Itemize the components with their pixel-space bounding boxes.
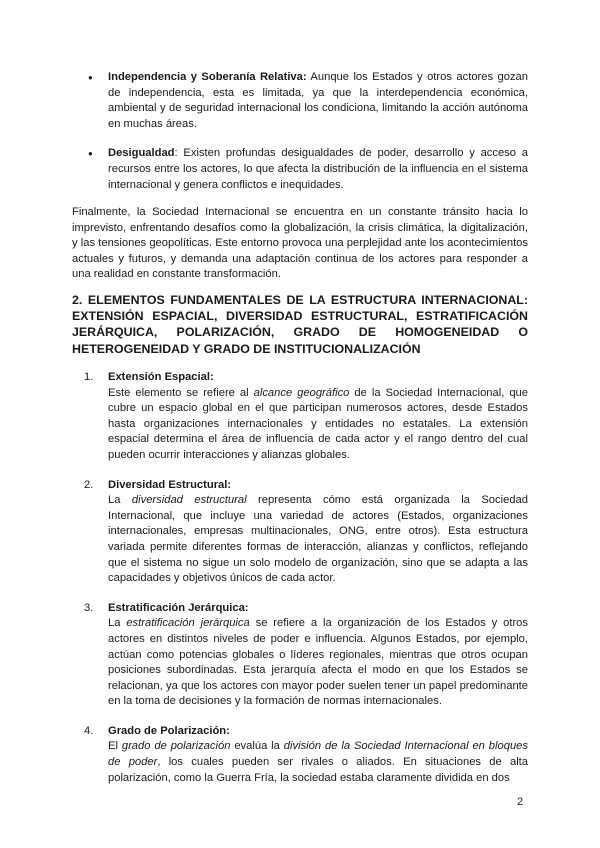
item-title: Diversidad Estructural: <box>108 478 232 491</box>
body-emphasis: alcance geográfico <box>253 386 350 399</box>
item-body <box>108 616 528 710</box>
item-title: Estratificación Jerárquica: <box>108 601 249 614</box>
body-emphasis: estratificación jerárquica <box>126 617 250 630</box>
numbered-list <box>84 370 528 800</box>
bullet-item-independencia <box>84 70 528 132</box>
body-emphasis: grado de polarización <box>121 740 231 753</box>
item-body <box>108 739 528 786</box>
page-number: 2 <box>517 796 524 808</box>
item-number: 3. <box>84 601 94 614</box>
list-item-estratificacion-jerarquica <box>84 601 528 710</box>
list-item-grado-polarizacion <box>84 724 528 786</box>
list-item-extension-espacial <box>84 370 528 464</box>
list-item-diversidad-estructural <box>84 478 528 587</box>
bullet-text: Aunque los Estados y otros actores gozan de independencia, esta es limitada, ya que la interdependencia económica, ambiental y de seguridad internacional los condiciona, limitando la acción autónoma en muchas áreas. <box>108 71 528 130</box>
body-text: El <box>108 740 122 753</box>
section-heading: 2. ELEMENTOS FUNDAMENTALES DE LA ESTRUCTURA INTERNACIONAL: EXTENSIÓN ESPACIAL, DIVERSIDAD ESTRUCTURAL, ESTRATIFICACIÓN JERÁRQUICA, POLARIZACIÓN, GRADO DE HOMOGENEIDAD O HETEROGENEIDAD Y GRADO DE INSTITUCIONALIZACIÓN <box>72 293 528 356</box>
body-text: representa cómo está organizada la Sociedad Internacional, que incluye una variedad de actores (Estados, organizaciones internacionales, empresas multinacionales, ONG, entre otros). Esta estructura variada permite diferentes formas de interacción, alianzas y conflictos, reflejando que el sistema no sigue un solo modelo de organización, sino que se adapta a las capacidades y objetivos únicos de cada actor. <box>108 494 528 585</box>
body-text: La <box>108 617 127 630</box>
bullet-list <box>84 70 528 207</box>
item-number: 2. <box>84 478 94 491</box>
body-emphasis: diversidad estructural <box>131 494 247 507</box>
item-body <box>108 493 528 587</box>
item-title: Grado de Polarización: <box>108 724 230 737</box>
body-text: se refiere a la organización de los Estados y otros actores en distintos niveles de poder e influencia. Algunos Estados, por ejemplo, actúan como potencias globales o líderes regionales, mientras que otros ocupan posiciones subordinadas. Esta jerarquía afecta el modo en que los Estados se relacionan, ya que los actores con mayor poder suelen tener un papel predominante en la toma de decisiones y la formación de normas internacionales. <box>108 617 528 708</box>
bullet-text: : Existen profundas desigualdades de poder, desarrollo y acceso a recursos entre los actores, lo que afecta la distribución de la influencia en el sistema internacional y genera conflictos e inequidades. <box>108 147 528 191</box>
bullet-label: Desigualdad <box>108 147 175 160</box>
item-title: Extensión Espacial: <box>108 371 214 383</box>
item-number: 4. <box>84 724 94 737</box>
bullet-label: Independencia y Soberanía Relativa: <box>108 71 307 83</box>
body-emphasis: división de la Sociedad Internacional en bloques de poder <box>108 740 528 769</box>
body-text: , los cuales pueden ser rivales o aliados. En situaciones de alta polarización, como la Guerra Fría, la sociedad estaba claramente dividida en dos <box>108 756 529 784</box>
body-text: de la Sociedad Internacional, que cubre un espacio global en el que participan numerosos actores, desde Estados hasta organizaciones internacionales y entidades no estatales. La extensión espacial determina el área de influencia de cada actor y el rango dentro del cual pueden ocurrir interacciones y alianzas globales. <box>108 386 528 461</box>
body-text: Este elemento se refiere al <box>108 386 254 399</box>
body-text: La <box>108 494 132 507</box>
bullet-item-desigualdad <box>84 146 528 193</box>
body-text: evalúa la <box>230 740 284 753</box>
final-paragraph: Finalmente, la Sociedad Internacional se encuentra en un constante tránsito hacia lo imprevisto, enfrentando desafíos como la globalización, la crisis climática, la digitalización, y las tensiones geopolíticas. Este entorno provoca una perplejidad ante los acontecimientos actuales y futuros, y demanda una adaptación continua de los actores para responder a una realidad en constante transformación. <box>72 206 528 281</box>
item-body <box>108 386 528 464</box>
item-number: 1. <box>84 371 94 383</box>
